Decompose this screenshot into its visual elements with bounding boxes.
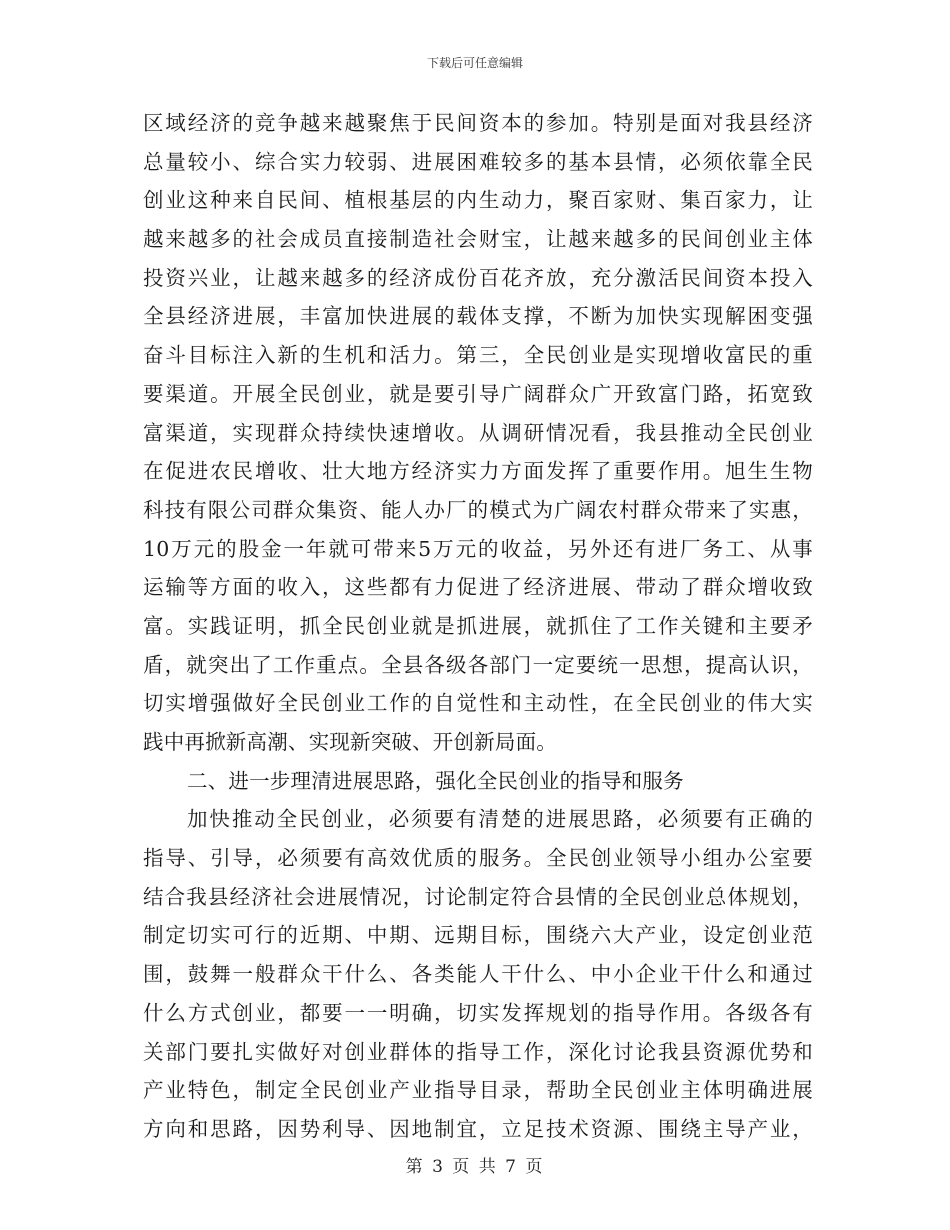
- text-line: 产业特色，制定全民创业产业指导目录，帮助全民创业主体明确进展: [143, 1078, 813, 1103]
- text-line: 总量较小、综合实力较弱、进展困难较多的基本县情，必须依靠全民: [143, 149, 813, 174]
- text-line: 切实增强做好全民创业工作的自觉性和主动性，在全民创业的伟大实: [143, 691, 813, 716]
- text-line: 围，鼓舞一般群众干什么、各类能人干什么、中小企业干什么和通过: [143, 962, 813, 987]
- text-line: 区域经济的竞争越来越聚焦于民间资本的参加。特别是面对我县经济: [143, 111, 813, 135]
- text-line: 创业这种来自民间、植根基层的内生动力，聚百家财、集百家力，让: [143, 188, 813, 213]
- text-line: 制定切实可行的近期、中期、远期目标，围绕六大产业，设定创业范: [143, 923, 813, 948]
- text-line: 富渠道，实现群众持续快速增收。从调研情况看，我县推动全民创业: [143, 420, 813, 445]
- page-header: 下载后可任意编辑: [426, 56, 523, 70]
- page-number-footer: 第 3 页 共 7 页: [405, 1157, 545, 1177]
- text-line: 什么方式创业，都要一一明确，切实发挥规划的指导作用。各级各有: [143, 1000, 813, 1025]
- document-body: [143, 104, 813, 1149]
- text-line: 结合我县经济社会进展情况，讨论制定符合县情的全民创业总体规划，: [143, 884, 813, 909]
- text-line: 践中再掀新高潮、实现新突破、开创新局面。: [143, 730, 557, 754]
- text-line: 要渠道。开展全民创业，就是要引导广阔群众广开致富门路，拓宽致: [143, 381, 813, 406]
- text-line: 二、进一步理清进展思路，强化全民创业的指导和服务: [187, 768, 684, 793]
- text-line: 10万元的股金一年就可带来5万元的收益，另外还有进厂务工、从事: [143, 536, 813, 561]
- text-line: 指导、引导，必须要有高效优质的服务。全民创业领导小组办公室要: [143, 846, 813, 871]
- text-line: 全县经济进展，丰富加快进展的载体支撑，不断为加快实现解困变强: [143, 304, 813, 329]
- text-line: 盾，就突出了工作重点。全县各级各部门一定要统一思想，提高认识，: [143, 652, 813, 677]
- text-line: 加快推动全民创业，必须要有清楚的进展思路，必须要有正确的: [187, 807, 813, 832]
- text-line: 科技有限公司群众集资、能人办厂的模式为广阔农村群众带来了实惠，: [143, 497, 813, 522]
- text-line: 投资兴业，让越来越多的经济成份百花齐放，充分激活民间资本投入: [143, 265, 813, 290]
- text-line: 越来越多的社会成员直接制造社会财宝，让越来越多的民间创业主体: [143, 227, 813, 252]
- text-line: 方向和思路，因势利导、因地制宜，立足技术资源、围绕主导产业，: [143, 1116, 813, 1141]
- text-line: 在促进农民增收、壮大地方经济实力方面发挥了重要作用。旭生生物: [143, 459, 813, 484]
- text-line: 富。实践证明，抓全民创业就是抓进展，就抓住了工作关键和主要矛: [143, 613, 813, 638]
- text-line: 关部门要扎实做好对创业群体的指导工作，深化讨论我县资源优势和: [143, 1039, 813, 1064]
- text-line: 运输等方面的收入，这些都有力促进了经济进展、带动了群众增收致: [143, 575, 813, 600]
- text-line: 奋斗目标注入新的生机和活力。第三，全民创业是实现增收富民的重: [143, 343, 813, 368]
